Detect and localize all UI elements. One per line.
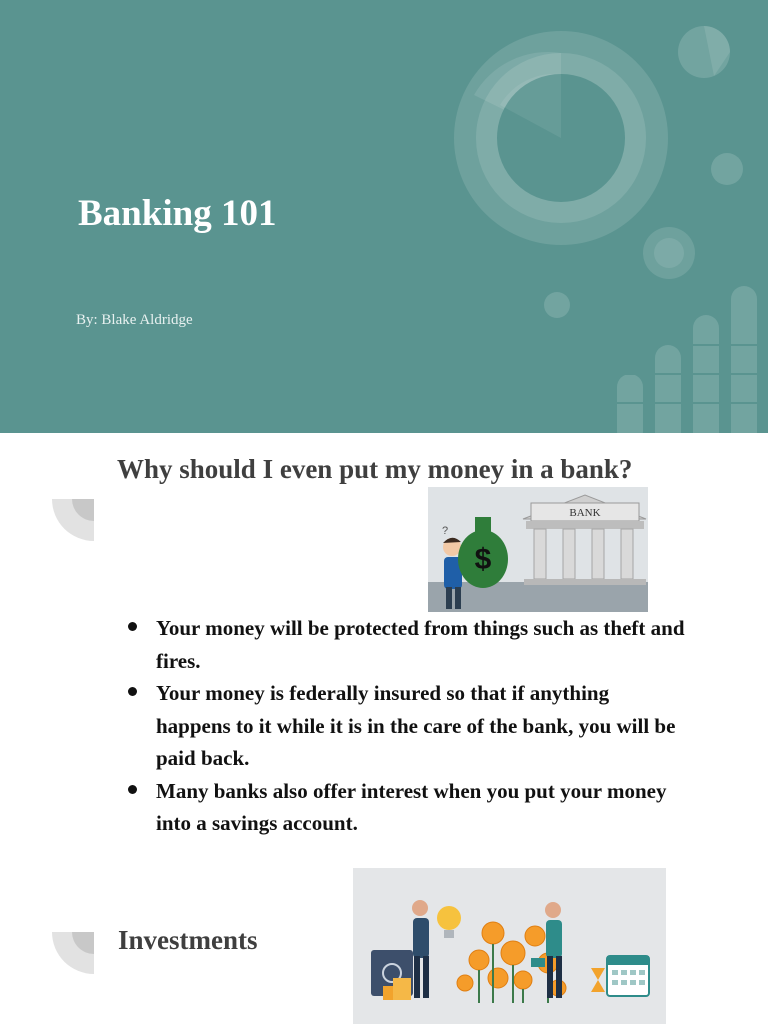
investment-illustration-icon <box>353 868 666 1024</box>
title-slide <box>0 0 768 433</box>
section-heading: Why should I even put my money in a bank? <box>117 454 633 484</box>
list-item: Your money will be protected from things such as theft and fires. <box>128 612 688 677</box>
bullet-icon <box>128 687 137 696</box>
bank-sign: BANK <box>569 507 601 519</box>
quarter-circle-icon <box>52 932 96 976</box>
svg-text:?: ? <box>442 525 449 537</box>
reasons-list <box>128 612 688 840</box>
bullet-icon <box>128 785 137 794</box>
investments-heading: Investments <box>118 925 258 955</box>
bank-illustration-icon <box>428 487 648 612</box>
svg-text:$: $ <box>474 543 492 576</box>
bullet-icon <box>128 622 137 631</box>
list-item: Your money is federally insured so that if anything happens to it while it is in the care of the bank, you will be paid back. <box>128 677 688 775</box>
quarter-circle-icon <box>52 499 96 543</box>
author-byline: By: Blake Aldridge <box>76 312 193 328</box>
list-item: Many banks also offer interest when you put your money into a savings account. <box>128 775 688 840</box>
slide-title: Banking 101 <box>78 193 277 234</box>
